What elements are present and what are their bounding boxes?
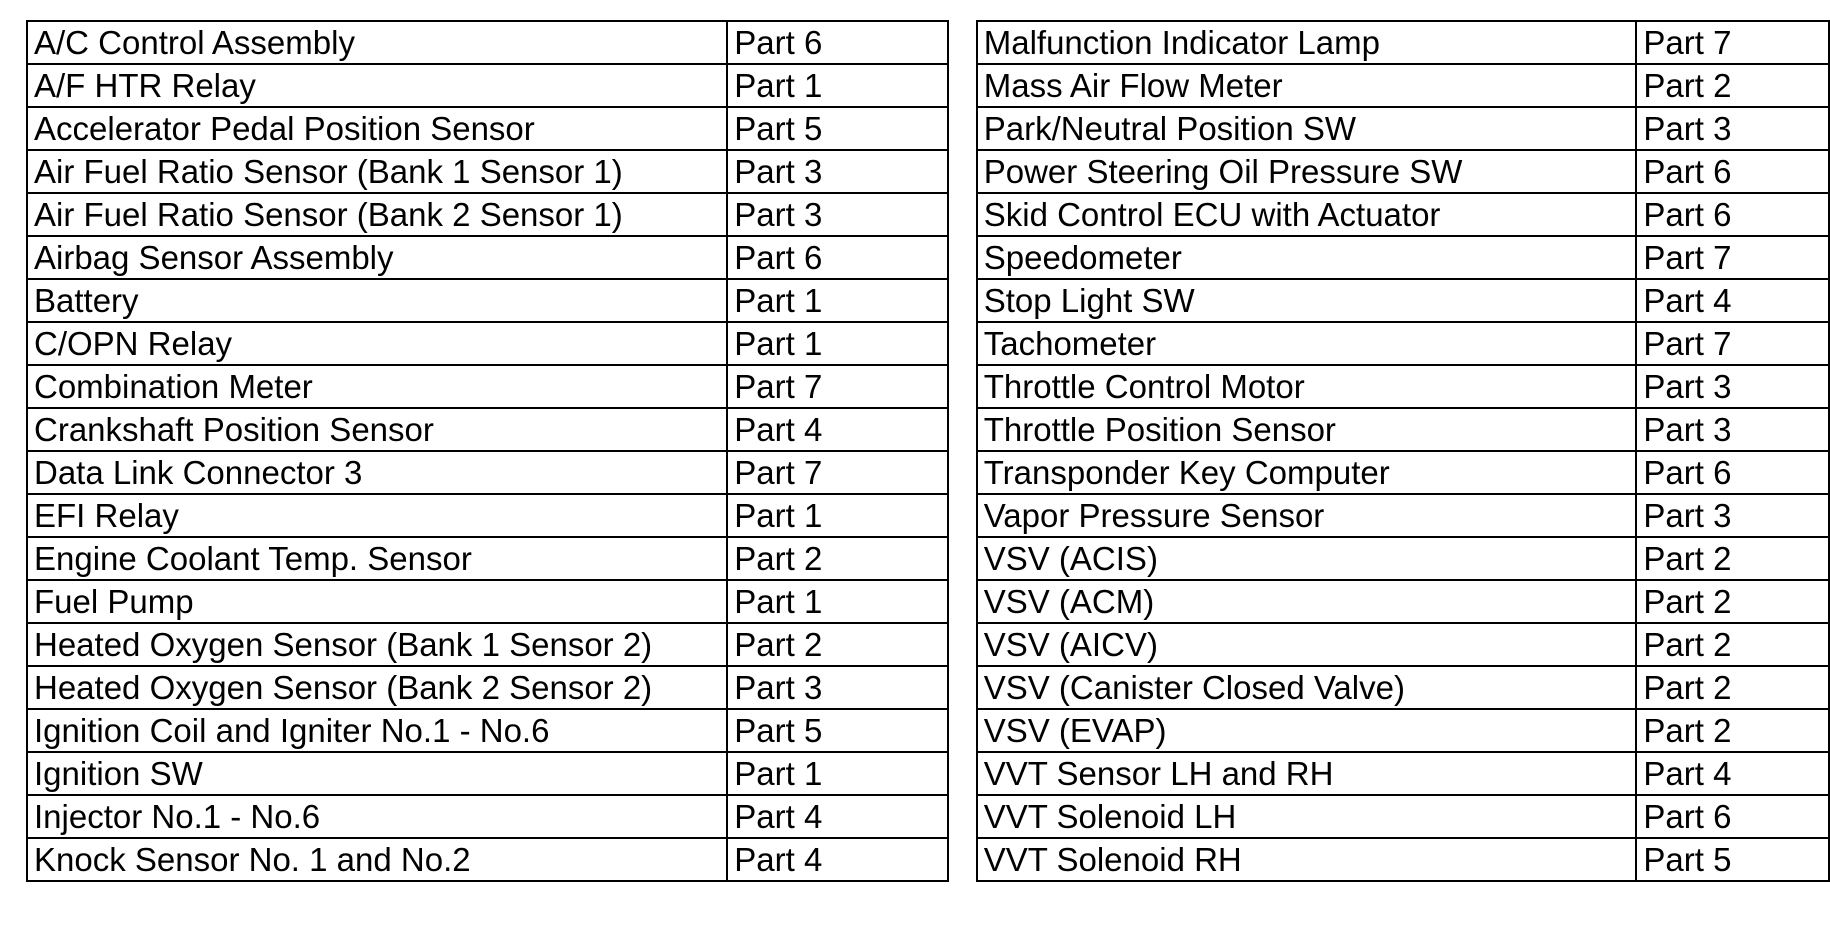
table-row [977,709,1829,752]
component-name: Ignition Coil and Igniter No.1 - No.6 [27,709,727,752]
table-row [977,494,1829,537]
part-reference: Part 6 [727,236,947,279]
table-row [27,408,948,451]
part-reference: Part 3 [727,193,947,236]
component-name: Accelerator Pedal Position Sensor [27,107,727,150]
part-reference: Part 4 [727,795,947,838]
part-reference: Part 4 [727,838,947,881]
part-reference: Part 5 [727,709,947,752]
part-reference: Part 6 [1636,451,1829,494]
component-table-left [26,20,949,882]
table-row [27,322,948,365]
part-reference: Part 2 [1636,666,1829,709]
component-name: Speedometer [977,236,1637,279]
part-reference: Part 7 [727,365,947,408]
table-row [977,623,1829,666]
part-reference: Part 6 [727,21,947,64]
part-reference: Part 1 [727,322,947,365]
part-reference: Part 6 [1636,193,1829,236]
component-name: VSV (ACM) [977,580,1637,623]
component-name: Heated Oxygen Sensor (Bank 1 Sensor 2) [27,623,727,666]
table-row [27,623,948,666]
component-name: VSV (Canister Closed Valve) [977,666,1637,709]
table-row [27,21,948,64]
component-name: Park/Neutral Position SW [977,107,1637,150]
component-name: VVT Solenoid LH [977,795,1637,838]
table-row [977,150,1829,193]
part-reference: Part 2 [1636,64,1829,107]
table-row [977,322,1829,365]
table-row [977,279,1829,322]
component-name: VSV (EVAP) [977,709,1637,752]
part-reference: Part 7 [1636,322,1829,365]
part-reference: Part 2 [727,537,947,580]
component-name: VSV (AICV) [977,623,1637,666]
table-row [27,64,948,107]
component-name: VVT Sensor LH and RH [977,752,1637,795]
table-row [27,795,948,838]
part-reference: Part 3 [1636,365,1829,408]
table-row [977,838,1829,881]
part-reference: Part 3 [727,150,947,193]
component-name: Fuel Pump [27,580,727,623]
component-name: Power Steering Oil Pressure SW [977,150,1637,193]
part-reference: Part 1 [727,580,947,623]
component-name: Combination Meter [27,365,727,408]
part-reference: Part 1 [727,752,947,795]
part-reference: Part 3 [1636,408,1829,451]
part-reference: Part 7 [1636,21,1829,64]
table-row [977,795,1829,838]
table-row [27,494,948,537]
component-name: Battery [27,279,727,322]
part-reference: Part 1 [727,64,947,107]
table-row [27,365,948,408]
table-row [27,279,948,322]
part-reference: Part 2 [1636,623,1829,666]
table-row [977,537,1829,580]
part-reference: Part 7 [1636,236,1829,279]
component-name: Crankshaft Position Sensor [27,408,727,451]
component-name: Skid Control ECU with Actuator [977,193,1637,236]
table-row [27,107,948,150]
part-reference: Part 4 [727,408,947,451]
part-reference: Part 3 [1636,494,1829,537]
component-name: Throttle Position Sensor [977,408,1637,451]
table-row [977,752,1829,795]
table-row [977,451,1829,494]
component-name: Injector No.1 - No.6 [27,795,727,838]
component-name: VVT Solenoid RH [977,838,1637,881]
table-row [977,408,1829,451]
part-reference: Part 5 [1636,838,1829,881]
table-row [27,193,948,236]
component-name: Knock Sensor No. 1 and No.2 [27,838,727,881]
part-reference: Part 6 [1636,150,1829,193]
table-row [27,236,948,279]
part-reference: Part 2 [727,623,947,666]
part-reference: Part 1 [727,279,947,322]
component-table-right [976,20,1830,882]
component-name: Airbag Sensor Assembly [27,236,727,279]
table-row [27,150,948,193]
component-name: C/OPN Relay [27,322,727,365]
part-reference: Part 3 [1636,107,1829,150]
component-name: Transponder Key Computer [977,451,1637,494]
table-row [27,537,948,580]
part-reference: Part 4 [1636,279,1829,322]
table-row [977,193,1829,236]
table-row [977,236,1829,279]
component-name: A/F HTR Relay [27,64,727,107]
component-name: Data Link Connector 3 [27,451,727,494]
component-name: Throttle Control Motor [977,365,1637,408]
table-row [27,752,948,795]
component-name: Engine Coolant Temp. Sensor [27,537,727,580]
component-name: A/C Control Assembly [27,21,727,64]
component-name: Air Fuel Ratio Sensor (Bank 2 Sensor 1) [27,193,727,236]
part-reference: Part 2 [1636,709,1829,752]
component-name: EFI Relay [27,494,727,537]
component-name: Ignition SW [27,752,727,795]
component-name: Stop Light SW [977,279,1637,322]
part-reference: Part 1 [727,494,947,537]
part-reference: Part 6 [1636,795,1829,838]
part-reference: Part 3 [727,666,947,709]
component-name: Air Fuel Ratio Sensor (Bank 1 Sensor 1) [27,150,727,193]
table-row [977,580,1829,623]
component-name: Malfunction Indicator Lamp [977,21,1637,64]
table-row [977,21,1829,64]
table-row [977,64,1829,107]
table-row [27,838,948,881]
table-row [977,107,1829,150]
table-row [27,709,948,752]
part-reference: Part 2 [1636,537,1829,580]
component-name: Vapor Pressure Sensor [977,494,1637,537]
table-row [27,451,948,494]
part-reference: Part 7 [727,451,947,494]
component-name: Mass Air Flow Meter [977,64,1637,107]
component-name: VSV (ACIS) [977,537,1637,580]
component-name: Tachometer [977,322,1637,365]
component-index [26,20,1830,882]
table-row [977,666,1829,709]
part-reference: Part 4 [1636,752,1829,795]
table-row [977,365,1829,408]
component-name: Heated Oxygen Sensor (Bank 2 Sensor 2) [27,666,727,709]
table-row [27,580,948,623]
part-reference: Part 5 [727,107,947,150]
table-row [27,666,948,709]
part-reference: Part 2 [1636,580,1829,623]
